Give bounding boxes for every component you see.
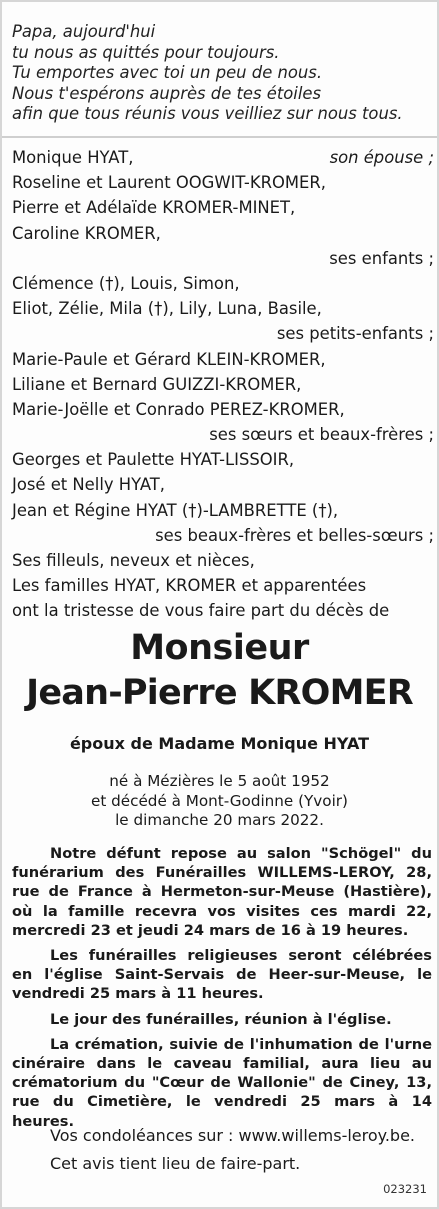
birth-death-dates: [2, 772, 437, 831]
family-row: Roseline et Laurent OOGWIT-KROMER,: [12, 173, 326, 193]
family-row: Marie-Joëlle et Conrado PEREZ-KROMER,: [12, 399, 345, 419]
poem-line: Nous t'espérons auprès de tes étoiles: [12, 83, 322, 103]
deceased-name: Jean-Pierre KROMER: [26, 673, 413, 713]
family-row: Liliane et Bernard GUIZZI-KROMER,: [12, 374, 302, 394]
funeral-details: [12, 844, 432, 1137]
paragraph-cremation: La crémation, suivie de l'inhumation de l'urne cinéraire dans le caveau familial, aura lieu au crématorium du "Cœur de Wallonie" de Ciney, 13, rue du Cimetière, le vendredi 25 mars à 14 heures.: [12, 1035, 432, 1130]
family-role: ses beaux-frères et belles-sœurs ;: [155, 525, 434, 545]
family-row: Ses filleuls, neveux et nièces,: [12, 551, 255, 570]
family-role: ses enfants ;: [329, 248, 434, 268]
family-row: Les familles HYAT, KROMER et apparentées: [12, 576, 367, 596]
family-row: Clémence (†), Louis, Simon,: [12, 273, 240, 293]
family-row: ont la tristesse de vous faire part du décès de: [12, 601, 390, 621]
paragraph-visitation: Notre défunt repose au salon "Schögel" du funérarium des Funérailles WILLEMS-LEROY, 28, rue de France à Hermeton-sur-Meuse (Hastière), où la famille recevra vos visites ces mardi 22, mercredi 23 et jeudi 24 mars de 16 à 19 heures.: [12, 845, 432, 939]
family-row: Eliot, Zélie, Mila (†), Lily, Luna, Basile,: [12, 299, 322, 319]
deceased-name-block: [2, 626, 437, 716]
poem-line: tu nous as quittés pour toujours.: [12, 42, 280, 62]
poem-line: afin que tous réunis vous veilliez sur nous tous.: [12, 104, 403, 124]
family-row: [12, 145, 434, 170]
paragraph-ceremony: Les funérailles religieuses seront célébrées en l'église Saint-Servais de Heer-sur-Meuse, le vendredi 25 mars à 11 heures.: [12, 947, 432, 1003]
paragraph-meeting: Le jour des funérailles, réunion à l'église.: [50, 1010, 392, 1028]
date-line: et décédé à Mont-Godinne (Yvoir): [91, 791, 348, 810]
family-role: ses petits-enfants ;: [276, 324, 434, 344]
poem-line: Papa, aujourd'hui: [12, 22, 156, 41]
date-line: le dimanche 20 mars 2022.: [115, 811, 324, 830]
poem: [12, 22, 432, 125]
closing-block: [50, 1122, 430, 1178]
faire-part-line: Cet avis tient lieu de faire-part.: [50, 1154, 301, 1173]
family-row: Georges et Paulette HYAT-LISSOIR,: [12, 450, 295, 470]
spouse-name: Monique HYAT,: [12, 148, 134, 167]
family-row: Caroline KROMER,: [12, 223, 161, 243]
family-row: Pierre et Adélaïde KROMER-MINET,: [12, 198, 296, 218]
family-row: Marie-Paule et Gérard KLEIN-KROMER,: [12, 349, 326, 369]
condolences-line: Vos condoléances sur : www.willems-leroy.be.: [50, 1126, 415, 1145]
family-list: [12, 145, 434, 624]
poem-line: Tu emportes avec toi un peu de nous.: [12, 63, 323, 83]
family-row: José et Nelly HYAT,: [12, 475, 166, 495]
spouse-line: époux de Madame Monique HYAT: [69, 734, 370, 753]
deceased-title: Monsieur: [130, 628, 309, 668]
family-role: ses sœurs et beaux-frères ;: [209, 425, 434, 445]
spouse-role: son épouse ;: [329, 148, 434, 167]
reference-number: 023231: [383, 1182, 427, 1196]
date-line: né à Mézières le 5 août 1952: [109, 772, 330, 790]
divider: [2, 136, 437, 138]
family-row: Jean et Régine HYAT (†)-LAMBRETTE (†),: [12, 500, 339, 520]
